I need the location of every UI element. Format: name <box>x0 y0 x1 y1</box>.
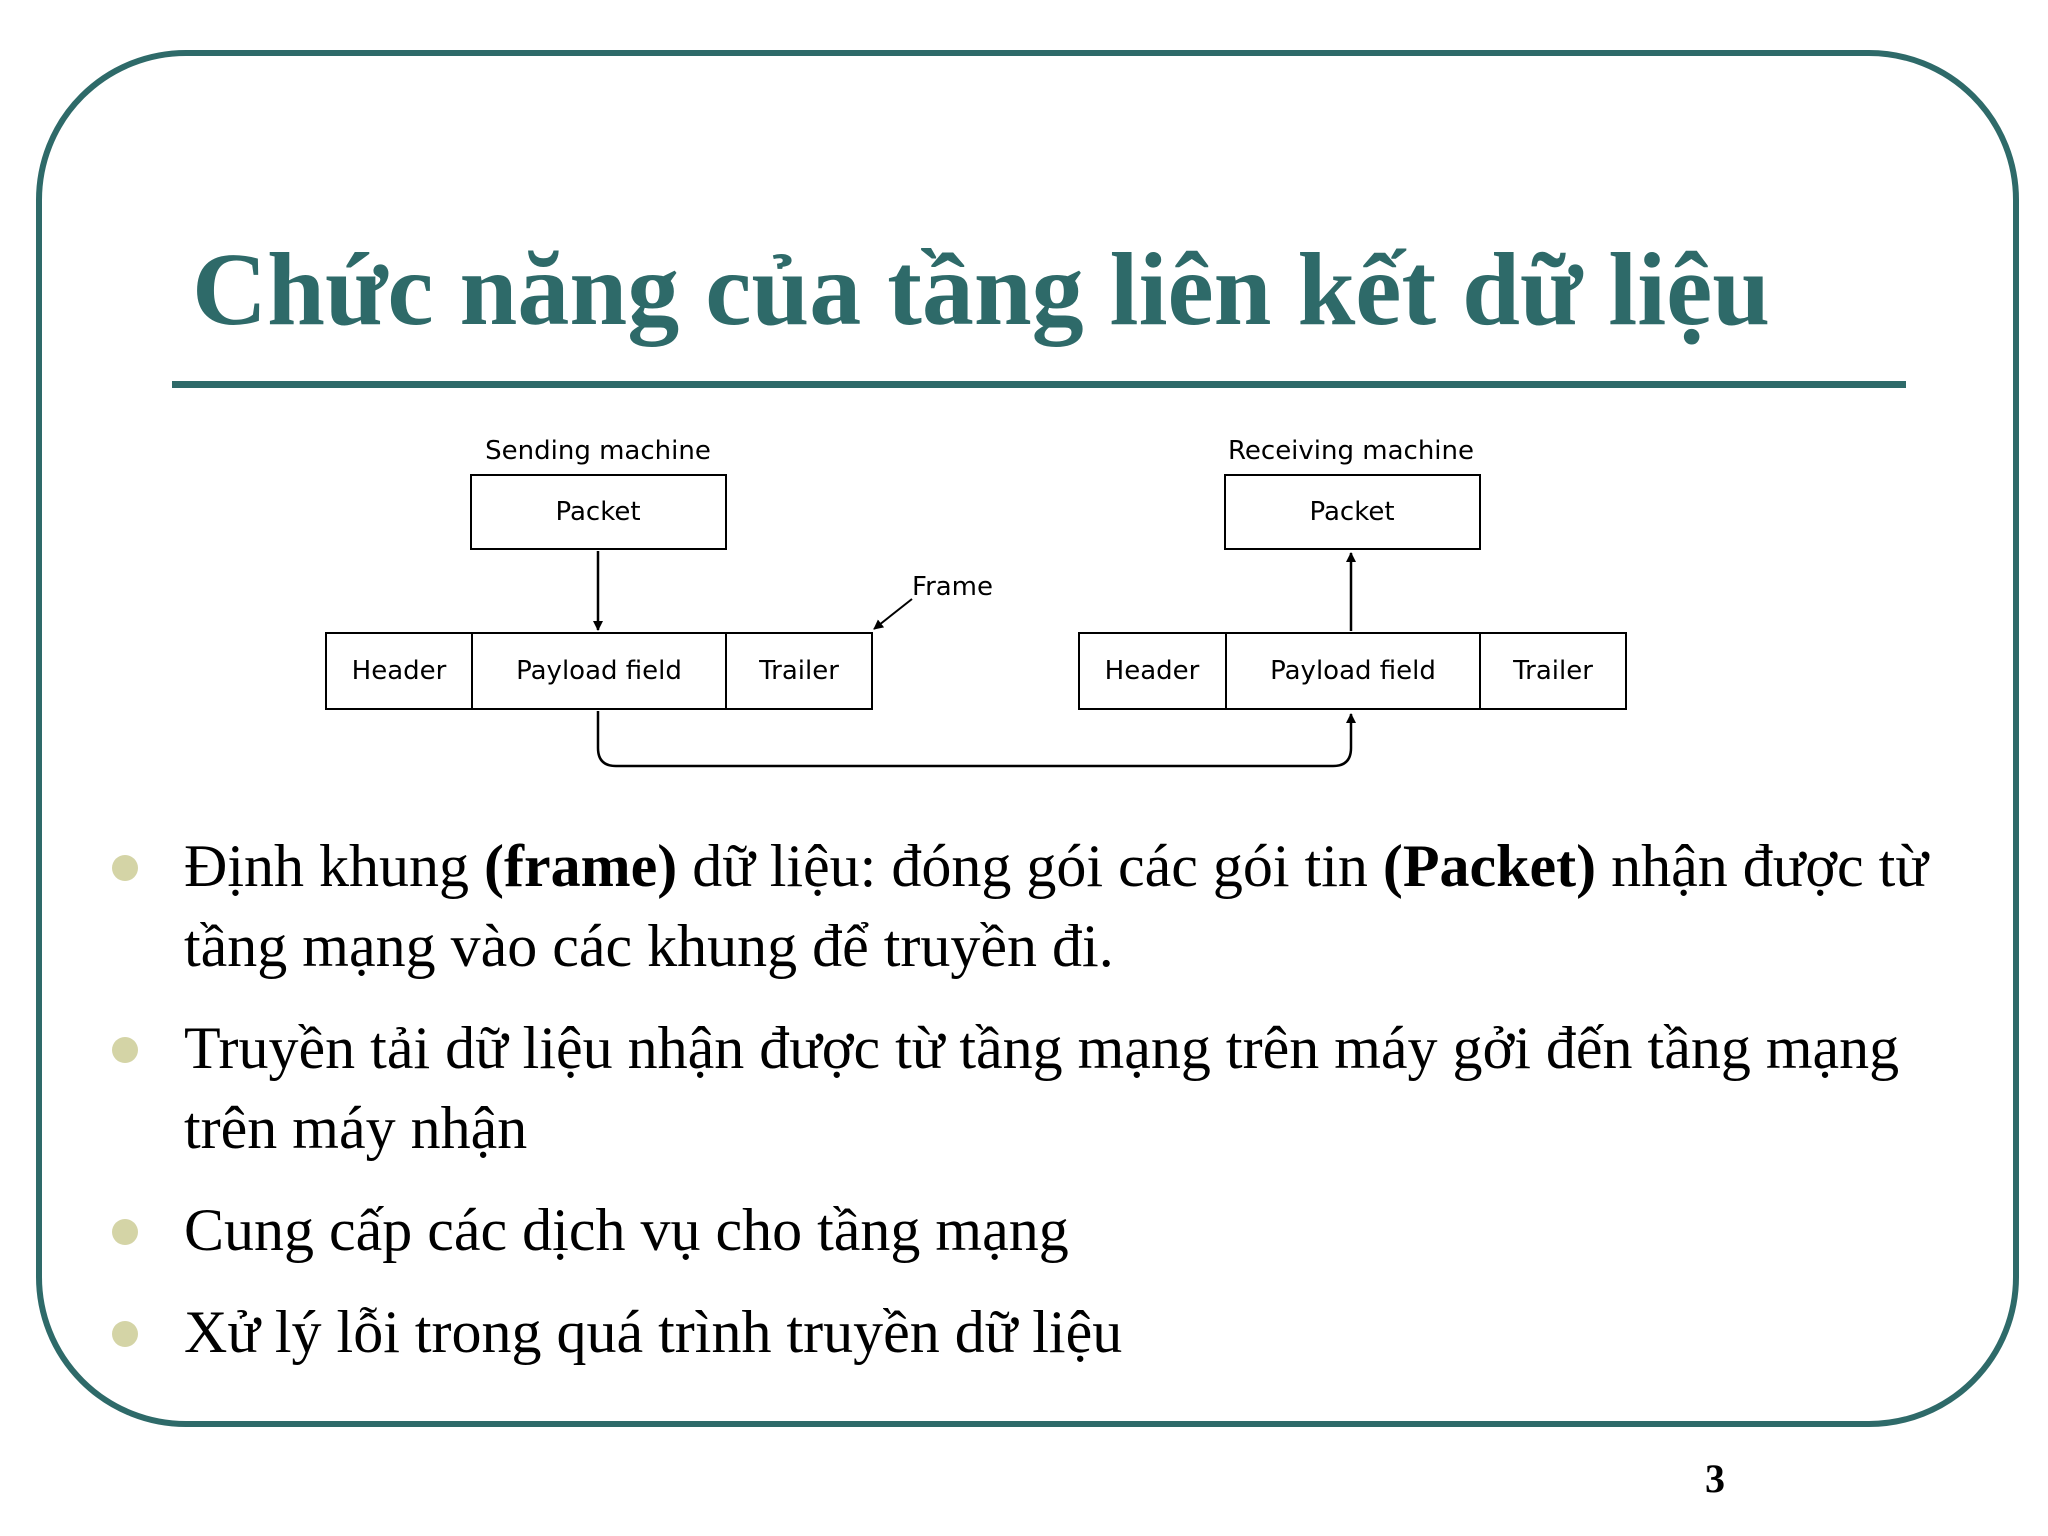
bullet-dot-icon <box>112 855 138 881</box>
bullet-bold-term: (frame) <box>484 833 678 899</box>
sender-payload-label: Payload field <box>516 656 682 686</box>
bullet-dot-icon <box>112 1037 138 1063</box>
bullet-dot-icon <box>112 1219 138 1245</box>
sending-machine-label: Sending machine <box>485 436 711 466</box>
receiver-header-label: Header <box>1104 656 1200 686</box>
page-number: 3 <box>1705 1456 1725 1501</box>
bullet-text-part: Định khung <box>184 833 484 899</box>
sender-header-label: Header <box>351 656 447 686</box>
bullet-item <box>112 1008 1992 1168</box>
bullet-item <box>112 826 1992 986</box>
frame-pointer-arrow <box>874 599 912 629</box>
bullet-text: Xử lý lỗi trong quá trình truyền dữ liệu <box>184 1299 1123 1365</box>
receiver-trailer-label: Trailer <box>1513 656 1593 686</box>
bullet-text: Truyền tải dữ liệu nhận được từ tầng mạng trên máy gởi đến tầng mạng trên máy nhận <box>184 1015 1900 1161</box>
bullet-text-part: nhận được từ tầng mạng vào các khung để truyền đi. <box>184 833 1928 979</box>
sender-packet-label: Packet <box>555 497 641 527</box>
transfer-connector-arrow <box>598 711 1351 766</box>
receiver-packet-label: Packet <box>1309 497 1395 527</box>
sender-trailer-label: Trailer <box>759 656 839 686</box>
slide-title: Chức năng của tầng liên kết dữ liệu <box>192 232 1771 347</box>
bullet-dot-icon <box>112 1321 138 1347</box>
receiver-payload-label: Payload field <box>1270 656 1436 686</box>
bullet-item <box>112 1292 1992 1372</box>
bullet-text: Cung cấp các dịch vụ cho tầng mạng <box>184 1197 1069 1263</box>
bullet-bold-term: (Packet) <box>1382 833 1597 899</box>
bullet-list <box>112 826 1992 1394</box>
receiving-machine-label: Receiving machine <box>1228 436 1474 466</box>
frame-label: Frame <box>912 572 994 602</box>
bullet-text-part: dữ liệu: đóng gói các gói tin <box>677 833 1383 899</box>
bullet-item <box>112 1190 1992 1270</box>
